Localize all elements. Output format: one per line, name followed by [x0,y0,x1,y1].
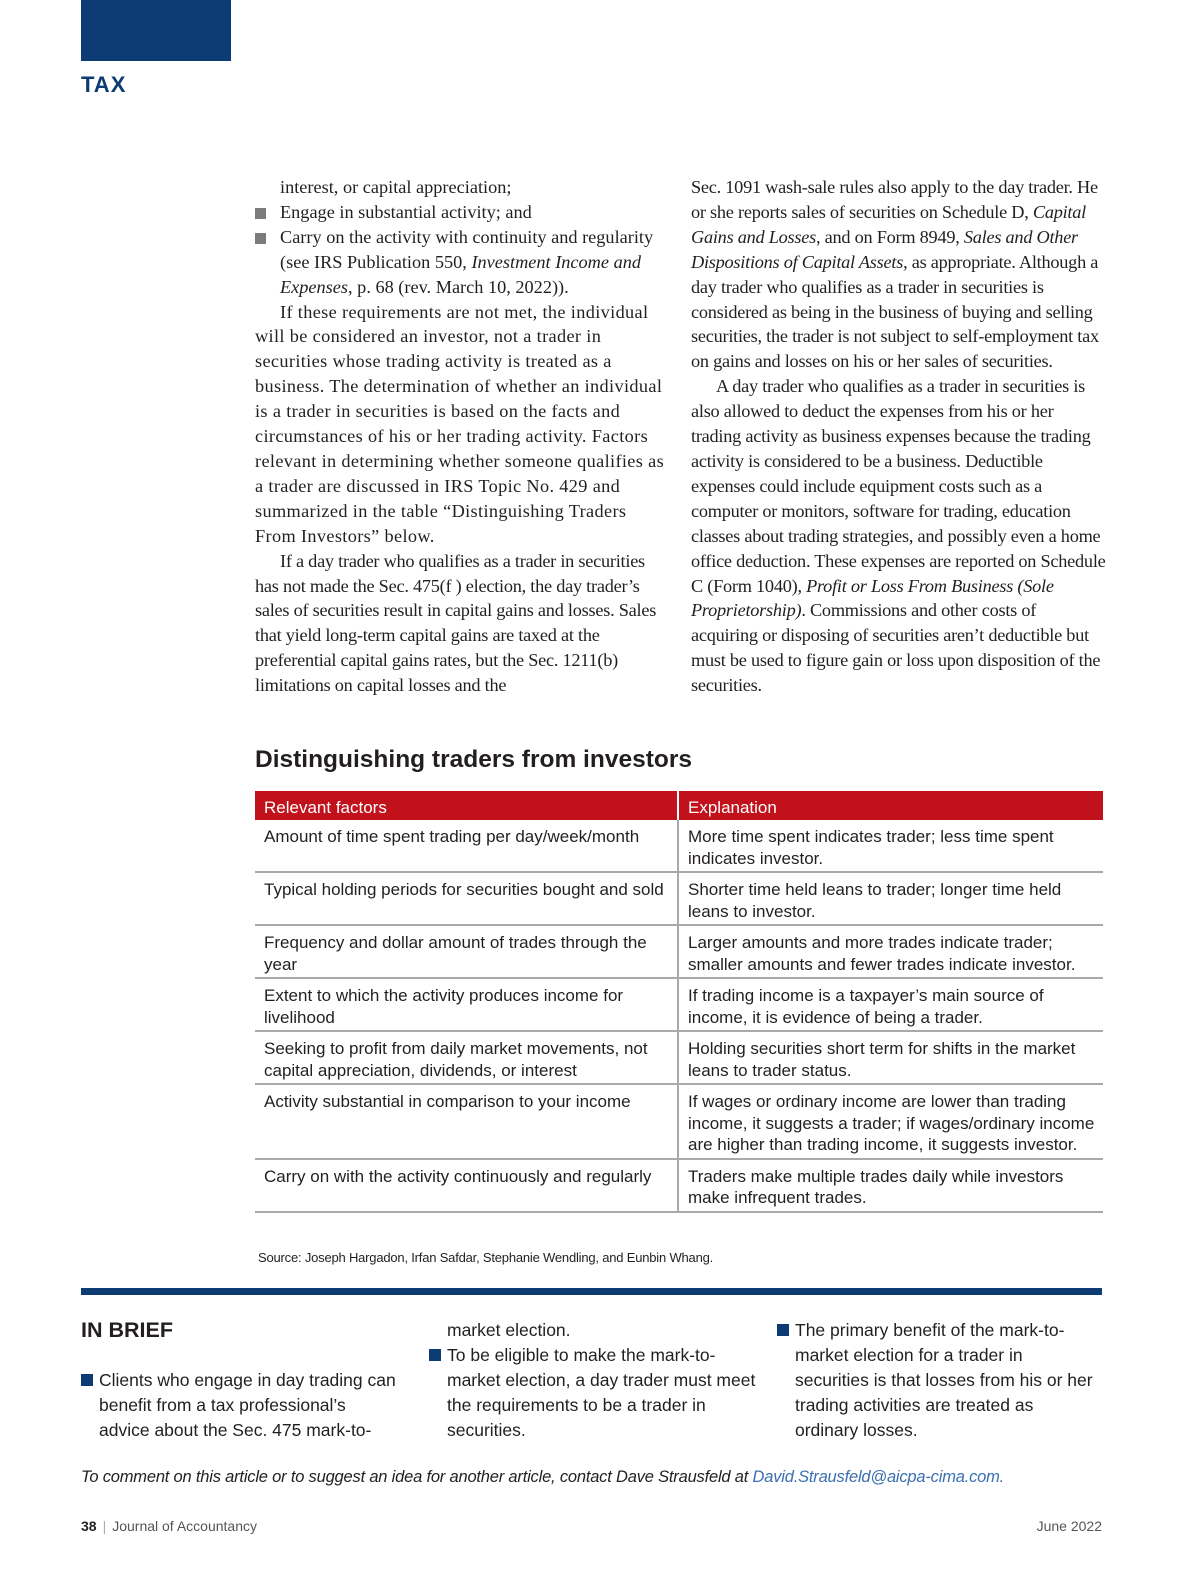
form-title: Capital Gains and Losses [691,201,1086,247]
body-paragraph: A day trader who qualifies as a trader in securities is also allowed to deduct the expenses from his or her trading activity as business expenses because the trading activity is considered to be a business. Deductible expenses could include equipment costs such as a computer or monitors, software for trading, education classes about trading strategies, and possibly even a home office deduction. These expenses are reported on Schedule C (Form 1040), Profit or Loss From Business (Sole Proprietorship). Commissions and other costs of acquiring or disposing of securities aren’t deductible but must be used to figure gain or loss upon disposition of the securities. [691,376,1106,696]
table-source: Source: Joseph Hargadon, Irfan Safdar, Stephanie Wendling, and Eunbin Whang. [258,1250,714,1265]
factor-cell: Extent to which the activity produces income for livelihood [255,978,678,1031]
publication-name: Journal of Accountancy [112,1518,257,1534]
form-title: Sales and Other Dispositions of Capital Assets [691,226,1078,272]
table-title: Distinguishing traders from investors [255,746,692,773]
section-label: TAX [81,72,127,97]
comment-line [81,1468,1004,1487]
table-row [255,820,1103,872]
column-header: Relevant factors [255,791,678,820]
header-color-block [81,0,231,61]
square-bullet-icon [81,1374,93,1386]
in-brief-title: IN BRIEF [81,1318,173,1342]
in-brief-continued: market election. [447,1320,571,1340]
in-brief-bullet [777,1318,1097,1443]
in-brief-column [777,1318,1097,1443]
explanation-cell: Shorter time held leans to trader; longer time held leans to investor. [678,872,1103,925]
in-brief-column [429,1318,759,1443]
footer-left [81,1518,257,1534]
factor-cell: Activity substantial in comparison to your income [255,1084,678,1159]
explanation-cell: Larger amounts and more trades indicate trader; smaller amounts and fewer trades indicate investor. [678,925,1103,978]
form-title: Profit or Loss From Business (Sole Proprietorship) [691,575,1054,621]
bullet-item [255,225,667,300]
table-row [255,1159,1103,1212]
table-row [255,872,1103,925]
issue-date: June 2022 [1036,1518,1102,1534]
article-column-right [691,175,1106,698]
explanation-cell: If wages or ordinary income are lower than trading income, it suggests a trader; if wages/ordinary income are higher than trading income, it suggests investor. [678,1084,1103,1159]
body-paragraph: Sec. 1091 wash-sale rules also apply to the day trader. He or she reports sales of securities on Schedule D, Capital Gains and Losses, and on Form 8949, Sales and Other Dispositions of Capital Assets, as appropriate. Although a day trader who qualifies as a trader in securities is considered as being in the business of buying and selling securities, the trader is not subject to self-employment tax on gains and losses on his or her sales of securities. [691,177,1099,372]
square-bullet-icon [255,208,266,219]
factor-cell: Carry on with the activity continuously and regularly [255,1159,678,1212]
comment-text: To comment on this article or to suggest an idea for another article, contact Dave Strausfeld at [81,1468,753,1486]
table-row [255,978,1103,1031]
table-header-row [255,791,1103,820]
footer-separator: | [102,1518,107,1534]
table-row [255,1031,1103,1084]
body-paragraph: If a day trader who qualifies as a trader in securities has not made the Sec. 475(f ) election, the day trader’s sales of securities result in capital gains and losses. Sales that yield long-term capital gains are taxed at the preferential capital gains rates, but the Sec. 1211(b) limitations on capital losses and the [255,550,657,696]
bullet-text: Carry on the activity with continuity and regularity (see IRS Publication 550, [280,226,654,272]
table-row [255,1084,1103,1159]
factor-cell: Typical holding periods for securities bought and sold [255,872,678,925]
in-brief-bullet [429,1343,759,1443]
email-link[interactable]: David.Strausfeld@aicpa-cima.com. [752,1468,1005,1486]
column-header: Explanation [678,791,1103,820]
square-bullet-icon [429,1349,441,1361]
in-brief-text: To be eligible to make the mark-to-market election, a day trader must meet the requirements to be a trader in securities. [447,1345,756,1440]
factor-cell: Seeking to profit from daily market movements, not capital appreciation, dividends, or interest [255,1031,678,1084]
explanation-cell: Holding securities short term for shifts in the market leans to trader status. [678,1031,1103,1084]
table-row [255,925,1103,978]
body-paragraph: If these requirements are not met, the individual will be considered an investor, not a trader in securities whose trading activity is treated as a business. The determination of whether an individual is a trader in securities is based on the facts and circumstances of his or her trading activity. Factors relevant in determining whether someone qualifies as a trader are discussed in IRS Topic No. 429 and summarized in the table “Distinguishing Traders From Investors” below. [255,301,665,546]
explanation-cell: Traders make multiple trades daily while investors make infrequent trades. [678,1159,1103,1212]
section-divider [81,1288,1102,1295]
article-column-left [255,175,667,698]
explanation-cell: More time spent indicates trader; less time spent indicates investor. [678,820,1103,872]
square-bullet-icon [777,1324,789,1336]
page-number: 38 [81,1518,97,1534]
continued-bullet-text: interest, or capital appreciation; [280,177,512,197]
square-bullet-icon [255,233,266,244]
bullet-text: , p. 68 (rev. March 10, 2022)). [348,276,569,297]
bullet-item [255,200,667,225]
publication-title: Investment Income and Expenses [280,251,641,297]
factor-cell: Frequency and dollar amount of trades through the year [255,925,678,978]
in-brief-text: Clients who engage in day trading can benefit from a tax professional’s advice about the Sec. 475 mark-to- [99,1370,396,1440]
in-brief-bullet [81,1368,401,1443]
in-brief-column [81,1368,401,1443]
in-brief-text: The primary benefit of the mark-to-market election for a trader in securities is that losses from his or her trading activities are treated as ordinary losses. [795,1320,1093,1440]
explanation-cell: If trading income is a taxpayer’s main source of income, it is evidence of being a trader. [678,978,1103,1031]
bullet-text: Engage in substantial activity; and [280,201,532,222]
traders-investors-table [255,791,1103,1213]
factor-cell: Amount of time spent trading per day/week/month [255,820,678,872]
